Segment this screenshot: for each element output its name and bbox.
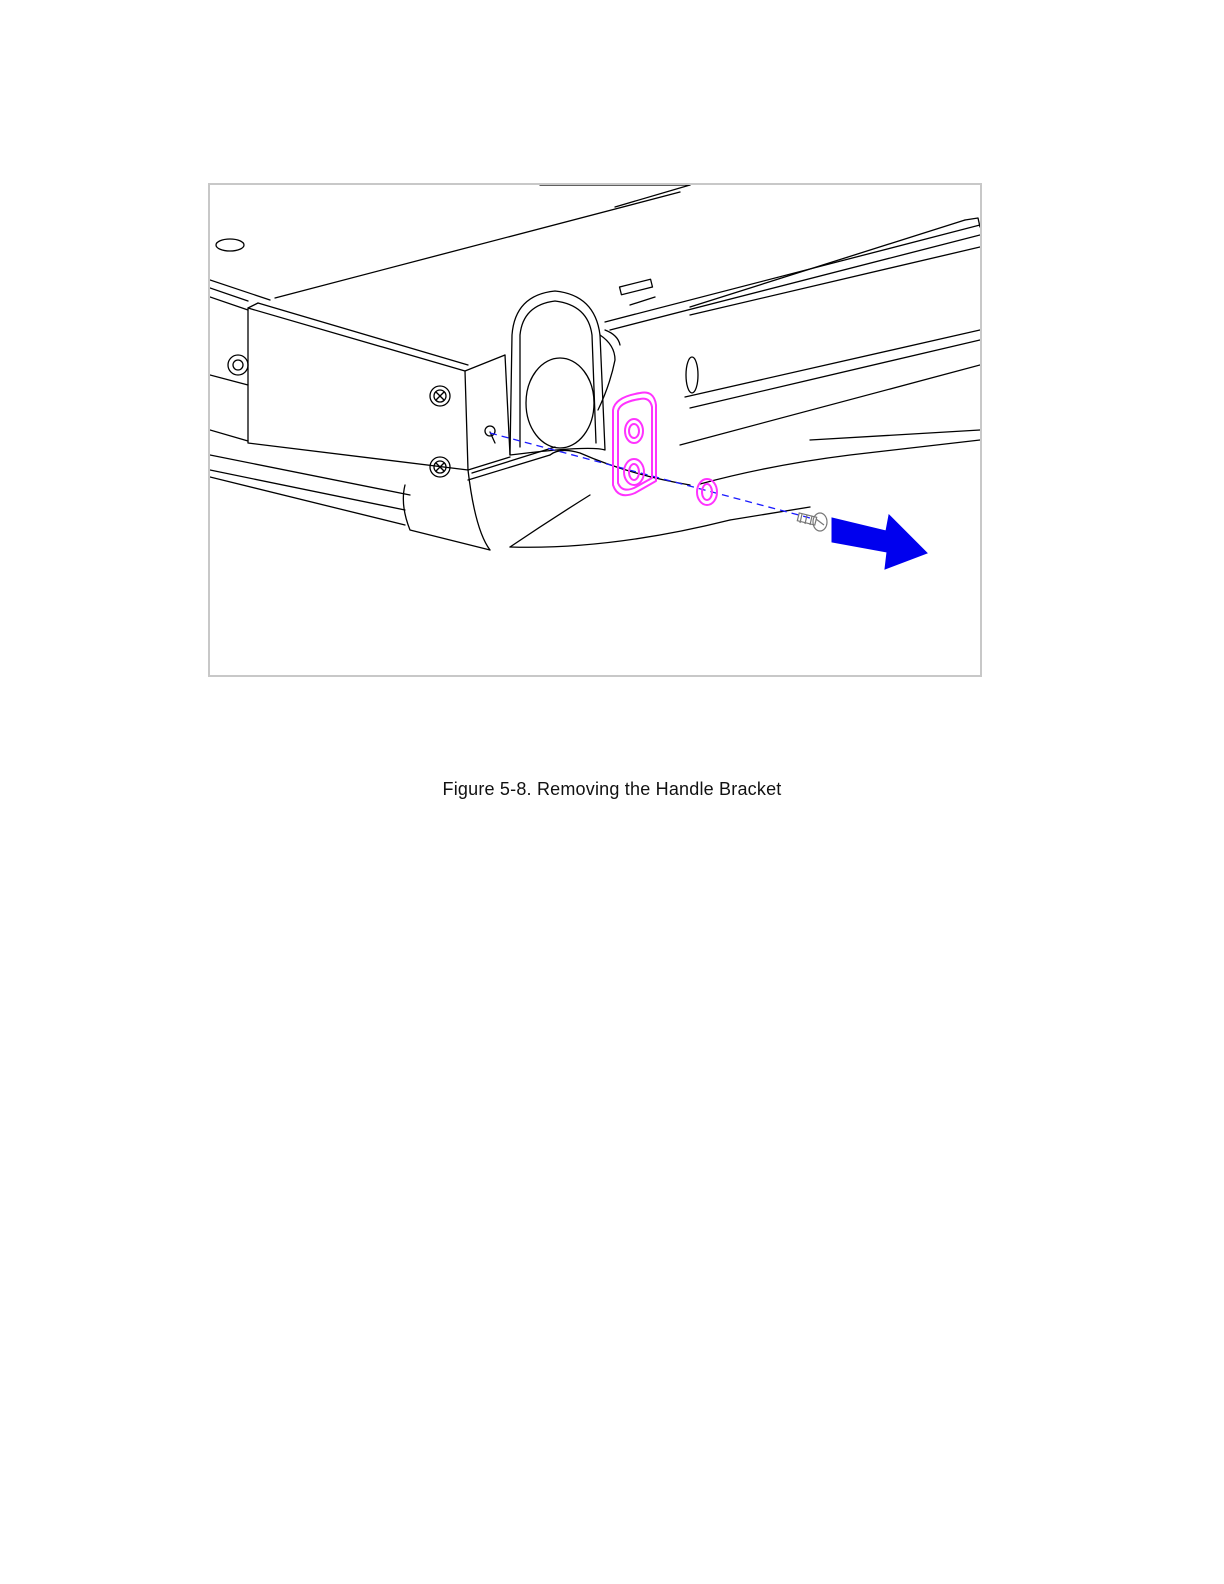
alignment-guide-line — [490, 433, 810, 518]
arrow-right-icon — [832, 515, 927, 569]
right-side-rails — [605, 218, 980, 445]
front-panel — [210, 297, 510, 477]
figure-frame — [208, 183, 982, 677]
lid-oval-hole — [216, 239, 244, 251]
figure-caption: Figure 5-8. Removing the Handle Bracket — [442, 779, 782, 799]
panel-screw-top-icon — [430, 386, 450, 406]
rail-slot — [620, 279, 653, 295]
left-edge-screw-icon — [228, 355, 248, 375]
bracket-icon — [613, 393, 656, 496]
screw-icon — [797, 513, 827, 531]
lid-top-surface — [210, 185, 690, 301]
technical-illustration — [210, 185, 980, 675]
rail-oval-slot — [686, 357, 698, 393]
